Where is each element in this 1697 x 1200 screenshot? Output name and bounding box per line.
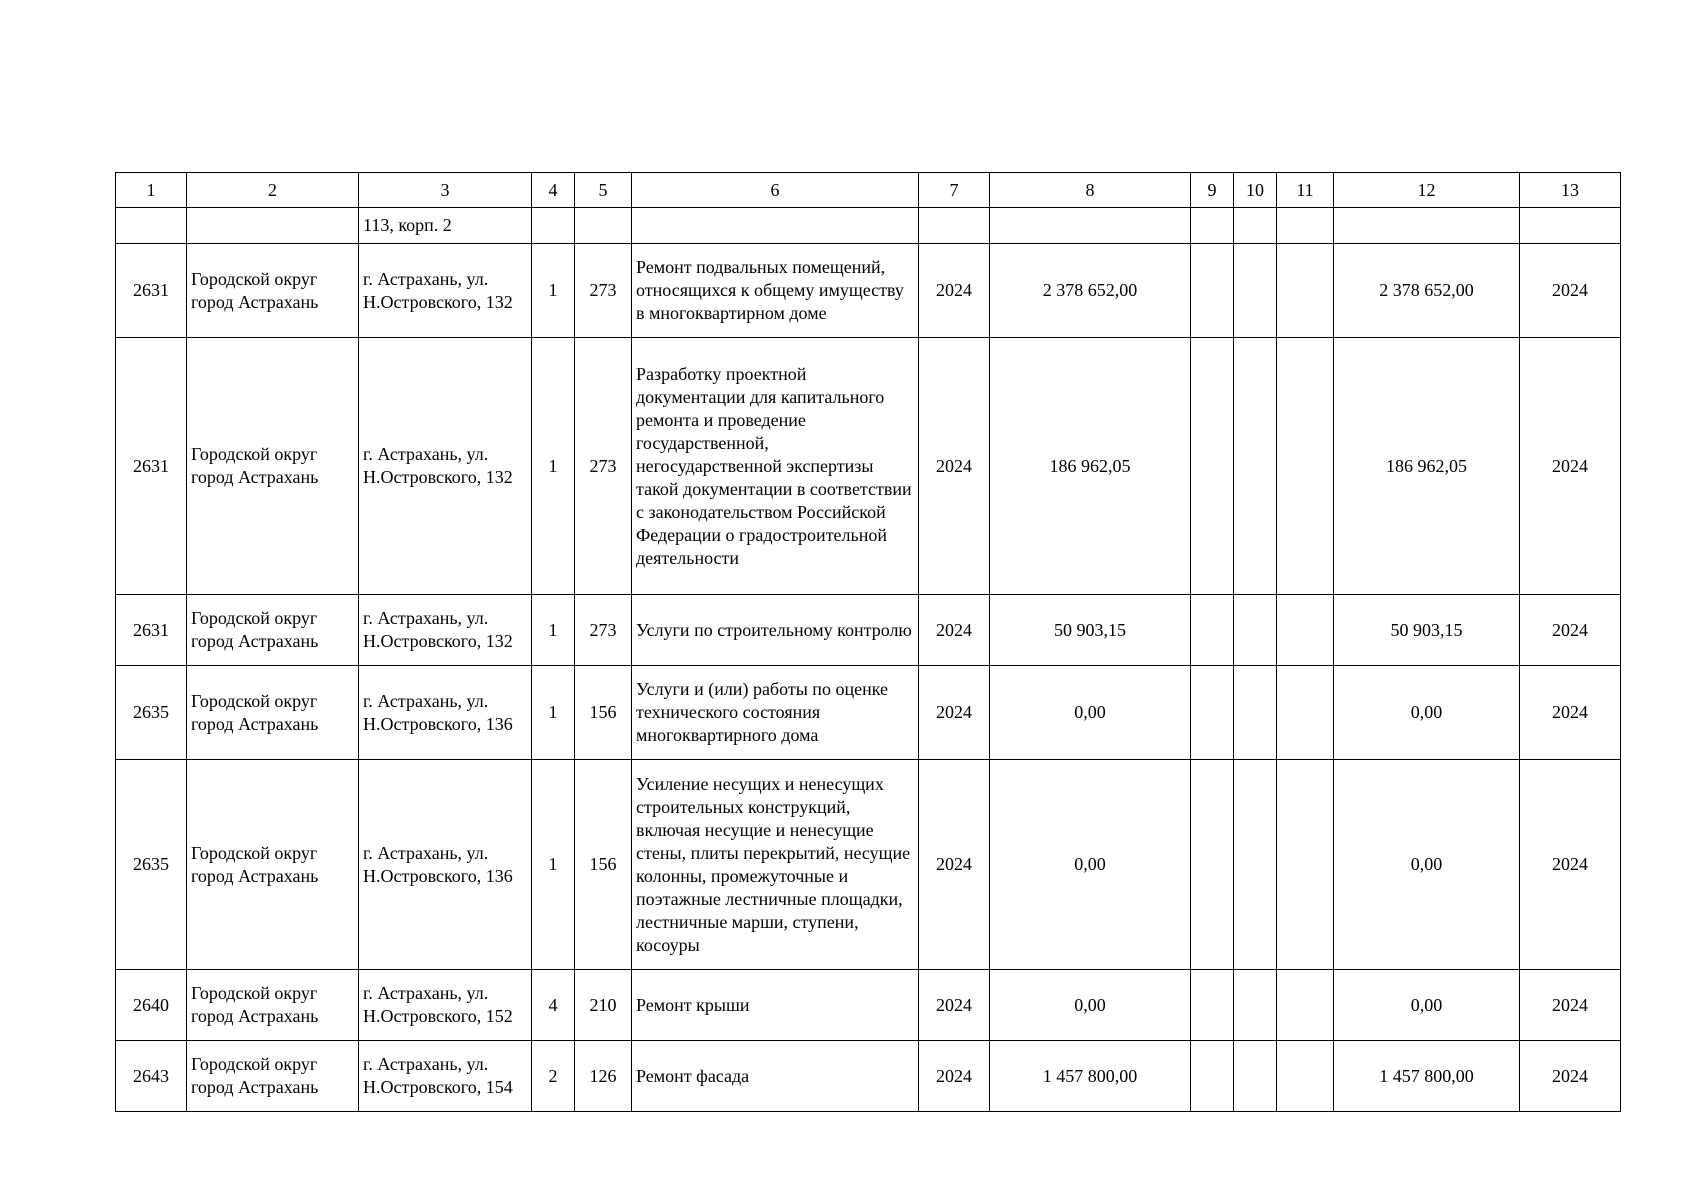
cell-col13: 2024	[1520, 970, 1621, 1041]
cell-col9	[1191, 208, 1234, 244]
column-header-11: 11	[1277, 173, 1334, 208]
cell-col12: 0,00	[1334, 760, 1520, 970]
cell-col10	[1234, 970, 1277, 1041]
cell-col4: 1	[532, 595, 575, 666]
cell-col12: 2 378 652,00	[1334, 244, 1520, 338]
cell-municipality: Городской округ город Астрахань	[187, 595, 359, 666]
cell-year: 2024	[919, 760, 990, 970]
cell-col13: 2024	[1520, 666, 1621, 760]
cell-col5: 273	[575, 595, 632, 666]
cell-col4: 2	[532, 1041, 575, 1112]
cell-work: Услуги и (или) работы по оценке технического состояния многоквартирного дома	[632, 666, 919, 760]
table-row	[116, 1041, 1621, 1112]
cell-col4: 4	[532, 970, 575, 1041]
column-header-3: 3	[359, 173, 532, 208]
column-number-row	[116, 173, 1621, 208]
cell-year	[919, 208, 990, 244]
cell-municipality: Городской округ город Астрахань	[187, 244, 359, 338]
table-row	[116, 666, 1621, 760]
cell-address: г. Астрахань, ул. Н.Островского, 132	[359, 244, 532, 338]
column-header-10: 10	[1234, 173, 1277, 208]
cell-address: г. Астрахань, ул. Н.Островского, 154	[359, 1041, 532, 1112]
cell-address: г. Астрахань, ул. Н.Островского, 152	[359, 970, 532, 1041]
cell-col12: 0,00	[1334, 666, 1520, 760]
cell-id: 2631	[116, 338, 187, 595]
column-header-8: 8	[990, 173, 1191, 208]
cell-col12	[1334, 208, 1520, 244]
cell-col13: 2024	[1520, 1041, 1621, 1112]
cell-col5: 210	[575, 970, 632, 1041]
cell-id: 2640	[116, 970, 187, 1041]
cell-col9	[1191, 666, 1234, 760]
cell-col5: 156	[575, 760, 632, 970]
cell-municipality: Городской округ город Астрахань	[187, 1041, 359, 1112]
continuation-row	[116, 208, 1621, 244]
table-row	[116, 338, 1621, 595]
cell-municipality	[187, 208, 359, 244]
column-header-1: 1	[116, 173, 187, 208]
cell-work: Ремонт подвальных помещений, относящихся к общему имуществу в многоквартирном доме	[632, 244, 919, 338]
cell-col11	[1277, 1041, 1334, 1112]
column-header-2: 2	[187, 173, 359, 208]
cell-address: г. Астрахань, ул. Н.Островского, 132	[359, 338, 532, 595]
cell-col4: 1	[532, 666, 575, 760]
cell-cost: 0,00	[990, 970, 1191, 1041]
table-row	[116, 244, 1621, 338]
cell-col11	[1277, 666, 1334, 760]
cell-col11	[1277, 970, 1334, 1041]
cell-col11	[1277, 244, 1334, 338]
cell-col9	[1191, 1041, 1234, 1112]
cell-id: 2635	[116, 666, 187, 760]
cell-col5: 126	[575, 1041, 632, 1112]
cell-address: г. Астрахань, ул. Н.Островского, 132	[359, 595, 532, 666]
cell-municipality: Городской округ город Астрахань	[187, 666, 359, 760]
cell-id: 2631	[116, 595, 187, 666]
column-header-12: 12	[1334, 173, 1520, 208]
cell-cost: 0,00	[990, 666, 1191, 760]
cell-col11	[1277, 595, 1334, 666]
cell-year: 2024	[919, 1041, 990, 1112]
cell-col10	[1234, 595, 1277, 666]
cell-col10	[1234, 1041, 1277, 1112]
table-row	[116, 970, 1621, 1041]
table-row	[116, 760, 1621, 970]
cell-address: 113, корп. 2	[359, 208, 532, 244]
cell-id: 2643	[116, 1041, 187, 1112]
capital-repair-table	[115, 172, 1621, 1112]
cell-col12: 0,00	[1334, 970, 1520, 1041]
cell-work: Разработку проектной документации для капитального ремонта и проведение государственной, негосударственной экспертизы такой документации в соответствии с законодательством Российской Федерации о градостроительной деятельности	[632, 338, 919, 595]
cell-col12: 1 457 800,00	[1334, 1041, 1520, 1112]
cell-col5: 273	[575, 244, 632, 338]
cell-col10	[1234, 666, 1277, 760]
cell-municipality: Городской округ город Астрахань	[187, 760, 359, 970]
cell-col11	[1277, 338, 1334, 595]
cell-cost: 186 962,05	[990, 338, 1191, 595]
cell-year: 2024	[919, 338, 990, 595]
cell-work: Усиление несущих и ненесущих строительных конструкций, включая несущие и ненесущие стены, плиты перекрытий, несущие колонны, промежуточные и поэтажные лестничные площадки, лестничные марши, ступени, косоуры	[632, 760, 919, 970]
cell-cost: 0,00	[990, 760, 1191, 970]
cell-year: 2024	[919, 595, 990, 666]
cell-address: г. Астрахань, ул. Н.Островского, 136	[359, 666, 532, 760]
cell-col13: 2024	[1520, 595, 1621, 666]
cell-address: г. Астрахань, ул. Н.Островского, 136	[359, 760, 532, 970]
column-header-6: 6	[632, 173, 919, 208]
column-header-7: 7	[919, 173, 990, 208]
cell-work	[632, 208, 919, 244]
cell-cost: 1 457 800,00	[990, 1041, 1191, 1112]
cell-municipality: Городской округ город Астрахань	[187, 970, 359, 1041]
cell-col5: 273	[575, 338, 632, 595]
cell-id	[116, 208, 187, 244]
cell-col12: 186 962,05	[1334, 338, 1520, 595]
cell-col13: 2024	[1520, 338, 1621, 595]
column-header-13: 13	[1520, 173, 1621, 208]
cell-col4: 1	[532, 338, 575, 595]
cell-cost: 2 378 652,00	[990, 244, 1191, 338]
cell-col12: 50 903,15	[1334, 595, 1520, 666]
cell-col4	[532, 208, 575, 244]
cell-col11	[1277, 208, 1334, 244]
cell-col13: 2024	[1520, 760, 1621, 970]
cell-col11	[1277, 760, 1334, 970]
cell-cost	[990, 208, 1191, 244]
cell-col5	[575, 208, 632, 244]
column-header-4: 4	[532, 173, 575, 208]
column-header-5: 5	[575, 173, 632, 208]
cell-col4: 1	[532, 760, 575, 970]
cell-id: 2631	[116, 244, 187, 338]
cell-col9	[1191, 338, 1234, 595]
cell-col10	[1234, 208, 1277, 244]
cell-work: Услуги по строительному контролю	[632, 595, 919, 666]
cell-col10	[1234, 760, 1277, 970]
cell-col10	[1234, 338, 1277, 595]
cell-col9	[1191, 595, 1234, 666]
cell-col9	[1191, 760, 1234, 970]
cell-col10	[1234, 244, 1277, 338]
table-row	[116, 595, 1621, 666]
cell-col9	[1191, 244, 1234, 338]
cell-municipality: Городской округ город Астрахань	[187, 338, 359, 595]
cell-cost: 50 903,15	[990, 595, 1191, 666]
cell-col13	[1520, 208, 1621, 244]
cell-id: 2635	[116, 760, 187, 970]
cell-year: 2024	[919, 244, 990, 338]
cell-col5: 156	[575, 666, 632, 760]
cell-col4: 1	[532, 244, 575, 338]
cell-col13: 2024	[1520, 244, 1621, 338]
cell-work: Ремонт крыши	[632, 970, 919, 1041]
cell-work: Ремонт фасада	[632, 1041, 919, 1112]
column-header-9: 9	[1191, 173, 1234, 208]
cell-year: 2024	[919, 666, 990, 760]
cell-col9	[1191, 970, 1234, 1041]
cell-year: 2024	[919, 970, 990, 1041]
